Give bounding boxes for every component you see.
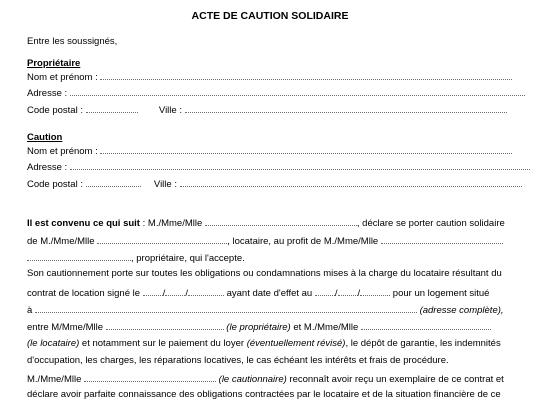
caution-name-field[interactable] — [205, 216, 357, 226]
document-title: ACTE DE CAUTION SOLIDAIRE — [191, 10, 349, 22]
le-cautionnaire-text: (le cautionnaire) — [218, 374, 287, 385]
convenu-line — [27, 216, 505, 230]
a-line — [27, 303, 504, 317]
logement-situe-text: pour un logement situé — [392, 288, 490, 299]
caution-adresse-row — [27, 160, 530, 174]
occupation-line: d'occupation, les charges, les réparations locatives, le cas échéant les intérêts et frais de procédure. — [27, 355, 449, 366]
caution-nom-field[interactable] — [100, 144, 512, 154]
m-mme-text: M./Mme/Mlle — [27, 374, 82, 385]
declare-avoir-line: déclare avoir parfaite connaissance des obligations contractées par le locataire et de la situation financière de ce — [27, 389, 501, 400]
proprietaire-adresse-label: Adresse : — [27, 88, 68, 99]
le-proprietaire-text: (le propriétaire) — [226, 322, 291, 333]
proprietaire-cp-row — [27, 103, 507, 117]
caution-ville-label: Ville : — [153, 179, 177, 190]
contrat-line: contrat de location signé le / / ayant date d'effet au / / pour un logement situé — [27, 288, 490, 299]
proprietaire-nom-field[interactable] — [100, 70, 512, 80]
proprietaire-cp-field[interactable] — [86, 103, 138, 113]
caution-cp-label: Code postal : — [27, 179, 83, 190]
son-cautionnement-line: Son cautionnement porte sur toutes les obligations ou condamnations mises à la charge du locataire résultant du — [27, 268, 502, 279]
proprietaire-accepte-text: , propriétaire, qui l'accepte. — [131, 253, 245, 264]
convenu-bold: Il est convenu ce qui suit — [27, 218, 140, 229]
caution-adresse-label: Adresse : — [27, 162, 68, 173]
cautionnaire-name-field[interactable] — [84, 372, 216, 382]
entre-text: entre M/Mme/Mlle — [27, 322, 104, 333]
logement-adresse-field[interactable] — [35, 303, 417, 313]
date-effet-text: ayant date d'effet au — [226, 288, 313, 299]
de-mme-line — [27, 234, 503, 248]
proprietaire-name-field[interactable] — [381, 234, 503, 244]
caution-ville-field[interactable] — [180, 177, 522, 187]
proprietaire-nom-row — [27, 70, 512, 84]
convenu-rest: : M./Mme/Mlle — [139, 218, 203, 229]
proprietaire-name-cont-field[interactable] — [27, 251, 131, 261]
proprietaire-adresse-row — [27, 86, 525, 100]
contrat-signe-text: contrat de location signé le — [27, 288, 141, 299]
intro-text: Entre les soussignés, — [27, 36, 118, 47]
de-mme-text: de M./Mme/Mlle — [27, 236, 95, 247]
reconnait-text: reconnaît avoir reçu un exemplaire de ce contrat et — [286, 374, 504, 385]
a-text: à — [27, 305, 33, 316]
proprietaire-ville-field[interactable] — [185, 103, 507, 113]
proprietaire-nom-label: Nom et prénom : — [27, 72, 98, 83]
paiement-text-b: , le dépôt de garantie, les indemnités — [345, 338, 501, 349]
effet-day-field[interactable] — [315, 286, 335, 296]
declare-text: , déclare se porter caution solidaire — [356, 218, 505, 229]
signe-month-field[interactable] — [165, 286, 185, 296]
proprietaire-accepte-line — [27, 251, 245, 265]
locataire-name-field[interactable] — [97, 234, 227, 244]
paiement-line — [27, 338, 501, 350]
caution-nom-label: Nom et prénom : — [27, 146, 98, 157]
effet-month-field[interactable] — [338, 286, 358, 296]
proprietaire-heading: Propriétaire — [27, 58, 81, 69]
caution-nom-row — [27, 144, 512, 158]
cautionnaire-line — [27, 372, 504, 386]
caution-heading: Caution — [27, 132, 63, 143]
le-locataire-text: (le locataire) — [27, 338, 80, 349]
proprietaire-adresse-field[interactable] — [70, 86, 525, 96]
adresse-complete-text: (adresse complète), — [419, 305, 504, 316]
signe-day-field[interactable] — [143, 286, 163, 296]
caution-cp-field[interactable] — [86, 177, 141, 187]
proprietaire-ville-label: Ville : — [158, 105, 182, 116]
et-mme-text: et M./Mme/Mlle — [290, 322, 359, 333]
paiement-text-a: et notamment sur le paiement du loyer — [79, 338, 247, 349]
entre-locataire-field[interactable] — [361, 320, 491, 330]
eventuellement-text: (éventuellement révisé) — [246, 338, 346, 349]
signe-year-field[interactable] — [188, 286, 224, 296]
caution-cp-row — [27, 177, 522, 191]
entre-line — [27, 320, 491, 334]
proprietaire-cp-label: Code postal : — [27, 105, 83, 116]
effet-year-field[interactable] — [360, 286, 390, 296]
locataire-profit-text: , locataire, au profit de M./Mme/Mlle — [227, 236, 379, 247]
entre-proprietaire-field[interactable] — [106, 320, 224, 330]
caution-adresse-field[interactable] — [70, 160, 530, 170]
